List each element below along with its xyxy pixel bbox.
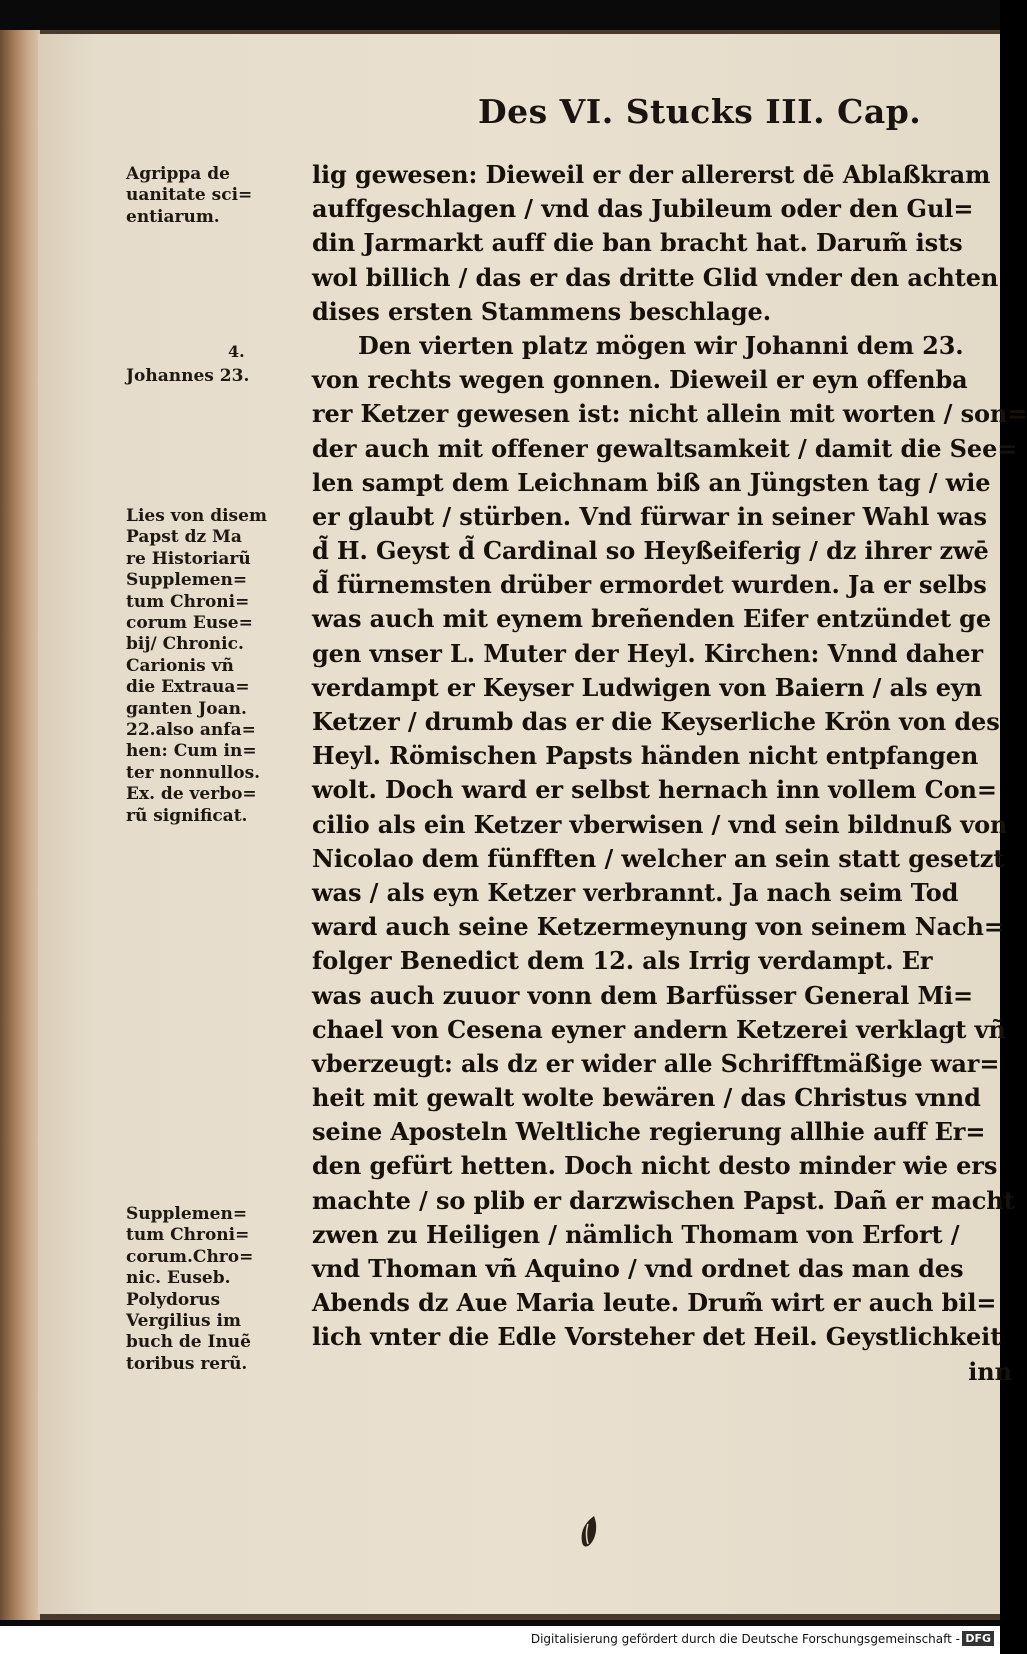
- footer-bar: [0, 1626, 1000, 1654]
- text-line: d̃ fürnemsten drüber ermordet wurden. Ja er selbs: [312, 570, 987, 600]
- margin-note-johannes: Johannes 23.: [126, 366, 250, 386]
- catchword: inn: [968, 1356, 1012, 1386]
- text-line: seine Aposteln Weltliche regierung allhie auff Er=: [312, 1117, 986, 1147]
- margin-note-agrippa: Agrippa de uanitate sci= entiarum.: [126, 164, 253, 227]
- margin-notes: [126, 134, 306, 1434]
- text-line: verdampt er Keyser Ludwigen von Baiern / als eyn: [312, 672, 983, 702]
- text-line: lig gewesen: Dieweil er der allererst dē Ablaßkram: [312, 160, 991, 189]
- text-line: wolt. Doch ward er selbst hernach inn vollem Con=: [312, 775, 997, 805]
- text-line: vnd Thoman vñ Aquino / vnd ordnet das man des: [312, 1254, 964, 1283]
- margin-note-supplementum: Supplemen= tum Chroni= corum.Chro= nic. Euseb. Polydorus Vergilius im buch de Inuẽ toribus rerũ.: [126, 1204, 254, 1374]
- text-line: din Jarmarkt auff die ban bracht hat. Darum̃ ists: [312, 228, 963, 258]
- margin-note-number: 4.: [228, 342, 245, 361]
- book-scan: [0, 30, 1027, 1620]
- margin-note-lies: Lies von disem Papst dz Ma re Historiarũ Supplemen= tum Chroni= corum Euse= bij/ Chronic. Carionis vñ die Extraua= ganten Joan. 22.also anfa= hen: Cum in= ter nonnullos. Ex. de verbo= rũ significat.: [126, 506, 267, 826]
- text-line: heit mit gewalt wolte bewären / das Christus vnnd: [312, 1083, 981, 1113]
- text-line: was auch mit eynem breñenden Eifer entzündet ge: [312, 604, 992, 634]
- text-line: Heyl. Römischen Papsts händen nicht entpfangen: [312, 741, 979, 771]
- text-line: folger Benedict dem 12. als Irrig verdampt. Er: [312, 946, 933, 976]
- text-line: Nicolao dem fünfften / welcher an sein statt gesetzt: [312, 843, 1005, 873]
- text-line: wol billich / das er das dritte Glid vnder den achten: [312, 262, 999, 292]
- book-page: [38, 34, 1027, 1614]
- text-line: er glaubt / stürben. Vnd fürwar in seiner Wahl was: [312, 501, 987, 531]
- text-line: von rechts wegen gonnen. Dieweil er eyn offenba: [312, 365, 968, 395]
- body-text: [312, 158, 1027, 1428]
- text-line: zwen zu Heiligen / nämlich Thomam von Erfort /: [312, 1219, 960, 1249]
- page-edge: [0, 30, 40, 1620]
- text-line: den gefürt hetten. Doch nicht desto minder wie ers: [312, 1151, 998, 1181]
- text-line: was auch zuuor vonn dem Barfüsser General Mi=: [312, 980, 974, 1010]
- text-line: rer Ketzer gewesen ist: nicht allein mit worten / son=: [312, 399, 1027, 429]
- text-line: lich vnter die Edle Vorsteher det Heil. Geystlichkeit: [312, 1322, 1002, 1352]
- text-line: was / als eyn Ketzer verbrannt. Ja nach seim Tod: [312, 877, 959, 907]
- text-line: gen vnser L. Muter der Heyl. Kirchen: Vnnd daher: [312, 638, 983, 668]
- text-line: machte / so plib er darzwischen Papst. Dañ er macht: [312, 1185, 1015, 1215]
- text-line: cilio als ein Ketzer vberwisen / vnd sein bildnuß von: [312, 809, 1008, 839]
- text-line: ward auch seine Ketzermeynung von seinem Nach=: [312, 912, 1004, 942]
- text-line: auffgeschlagen / vnd das Jubileum oder den Gul=: [312, 194, 974, 224]
- text-line: Ketzer / drumb das er die Keyserliche Krön von des: [312, 707, 1000, 736]
- text-line: dises ersten Stammens beschlage.: [312, 296, 771, 326]
- text-line: len sampt dem Leichnam biß an Jüngsten tag / wie: [312, 467, 991, 497]
- signature-mark-icon: [574, 1512, 602, 1552]
- footer-credit: Digitalisierung gefördert durch die Deutsche Forschungsgemeinschaft -: [530, 1632, 960, 1646]
- text-line: d̃ H. Geyst d̃ Cardinal so Heyßeiferig / dz ihrer zwē: [312, 536, 989, 566]
- text-line: chael von Cesena eyner andern Ketzerei verklagt vñ: [312, 1014, 1006, 1044]
- text-line: Abends dz Aue Maria leute. Drum̃ wirt er auch bil=: [312, 1288, 997, 1318]
- text-line: Den vierten platz mögen wir Johanni dem 23.: [358, 330, 964, 360]
- running-head: Des VI. Stucks III. Cap.: [478, 92, 922, 131]
- dfg-logo: DFG: [962, 1631, 994, 1646]
- text-line: vberzeugt: als dz er wider alle Schrifftmäßige war=: [312, 1048, 1000, 1078]
- text-line: der auch mit offener gewaltsamkeit / damit die See=: [312, 433, 1018, 463]
